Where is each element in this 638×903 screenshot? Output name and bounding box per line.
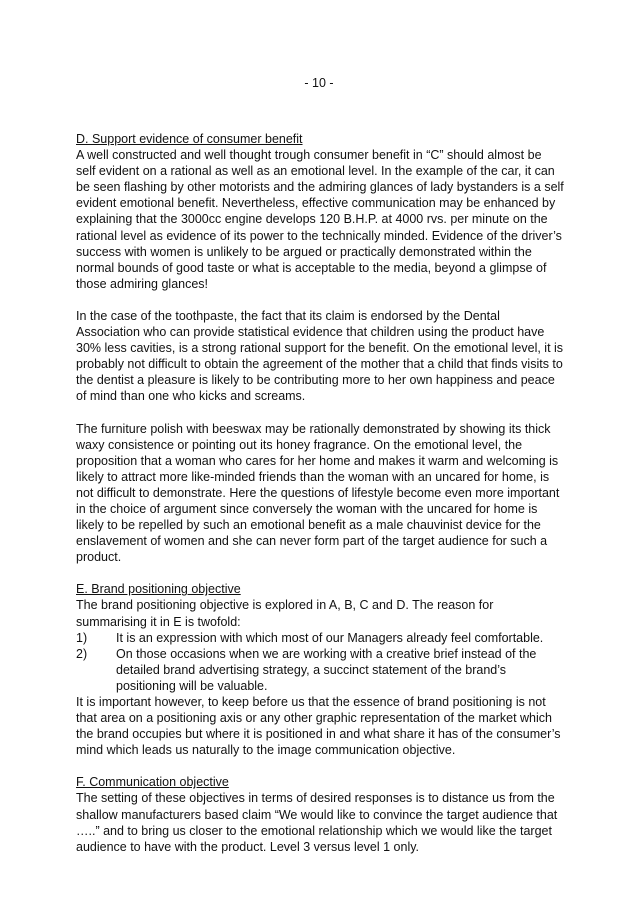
section-e-closing: It is important however, to keep before us that the essence of brand positioning is not that area on a positioning axis or any other graphic representation of the market which the brand occupies but where it is positioned in and what share it has of the consumer’s mind which leads us naturally to the image communication objective. bbox=[76, 695, 561, 758]
list-item-text: On those occasions when we are working with a creative brief instead of the detailed brand advertising strategy, a succinct statement of the brand’s positioning will be valuable. bbox=[116, 646, 537, 693]
document-body bbox=[76, 131, 564, 871]
section-e-heading: E. Brand positioning objective bbox=[76, 582, 241, 597]
section-f bbox=[76, 774, 564, 854]
section-d-paragraph-2: In the case of the toothpaste, the fact that its claim is endorsed by the Dental Association who can provide statistical evidence that children using the product have 30% less cavities, is a strong rational support for the benefit. On the emotional level, it is probably not difficult to obtain the agreement of the mother that a child that finds visits to the dentist a pleasure is likely to be contributing more to her own happiness and peace of mind than one who kicks and screams. bbox=[76, 308, 564, 404]
list-item-text: It is an expression with which most of our Managers already feel comfortable. bbox=[116, 630, 544, 645]
page-number: - 10 - bbox=[304, 76, 334, 90]
section-d-heading: D. Support evidence of consumer benefit bbox=[76, 132, 303, 146]
section-e bbox=[76, 581, 564, 758]
list-item bbox=[76, 630, 564, 646]
section-d-paragraph-1: A well constructed and well thought trough consumer benefit in “C” should almost be self evident on a rational as well as an emotional level. In the example of the car, it can be seen flashing by other motorists and the admiring glances of lady bystanders is a self evident emotional benefit. Nevertheless, effective communication may be enhanced by explaining that the 3000cc engine develops 120 B.H.P. at 4000 rvs. per minute on the rational level as evidence of its power to the technically minded. Evidence of the driver’s success with women is unlikely to be argued or practically demonstrated within the normal bounds of good taste or what is acceptable to the media, beyond a glimpse of those admiring glances! bbox=[76, 148, 564, 291]
section-d bbox=[76, 131, 564, 565]
section-f-heading: F. Communication objective bbox=[76, 775, 229, 790]
list-item bbox=[76, 646, 564, 694]
list-item-number: 1) bbox=[76, 630, 88, 645]
list-item-number: 2) bbox=[76, 646, 88, 661]
section-d-paragraph-3: The furniture polish with beeswax may be rationally demonstrated by showing its thick waxy consistence or pointing out its honey fragrance. On the emotional level, the proposition that a woman who cares for her home and makes it warm and welcoming is likely to attract more like-minded friends than the woman with an uncared for home, is not difficult to demonstrate. Here the questions of lifestyle become even more important in the choice of argument since conversely the woman with the uncared for home is likely to be repelled by such an emotional benefit as a male chauvinist device for the enslavement of women and she can never form part of the target audience for such a product. bbox=[76, 421, 560, 565]
section-e-intro: The brand positioning objective is explored in A, B, C and D. The reason for summarising it in E is twofold: bbox=[76, 598, 494, 629]
section-f-paragraph: The setting of these objectives in terms of desired responses is to distance us from the shallow manufacturers based claim “We would like to convince the target audience that …..” and to bring us closer to the emotional relationship which we would like the target audience to have with the product. Level 3 versus level 1 only. bbox=[76, 791, 558, 854]
